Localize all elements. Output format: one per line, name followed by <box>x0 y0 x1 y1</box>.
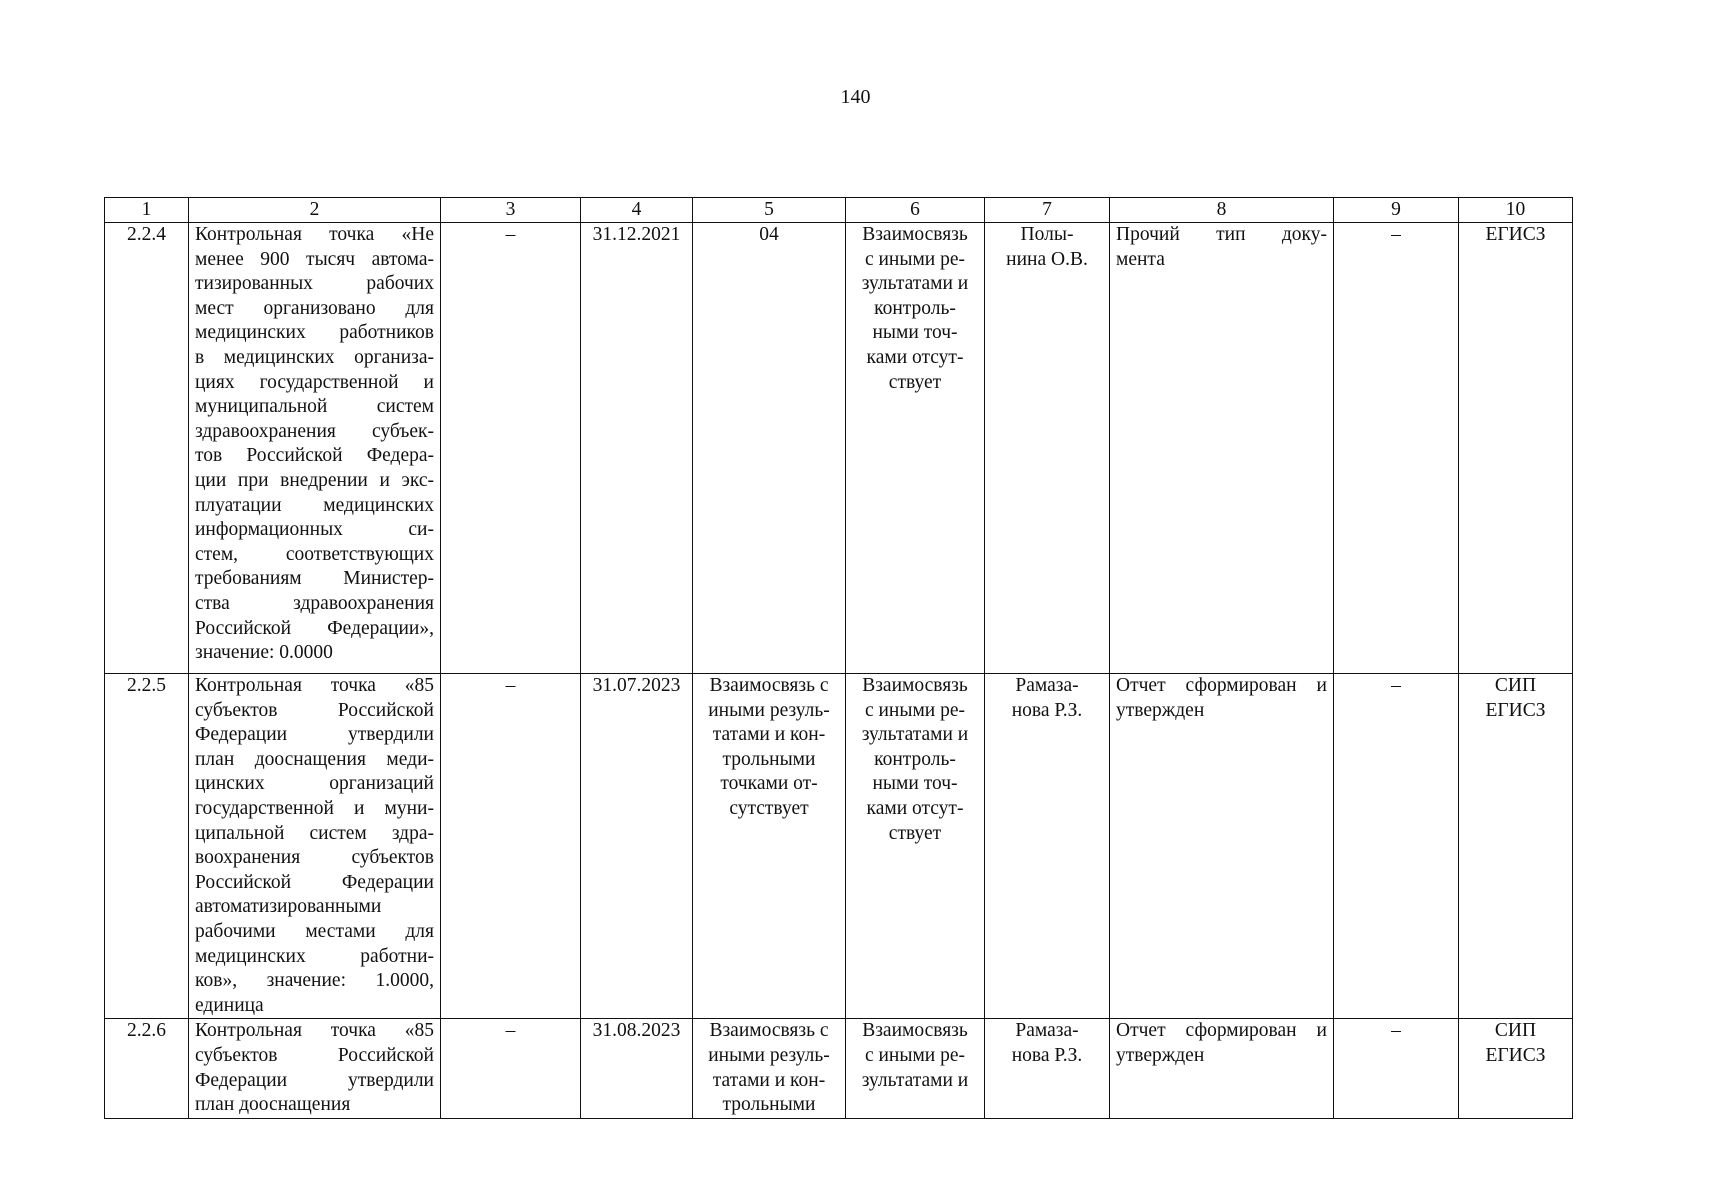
control-point-description-line: требованиям Министер- <box>195 568 434 590</box>
responsible-person <box>985 1019 1110 1118</box>
due-date: 31.12.2021 <box>581 223 693 674</box>
control-point-description-line: воохранения субъектов <box>195 847 434 869</box>
document-type-line: мента <box>1116 248 1165 270</box>
control-point-description-line: здравоохранения субъек- <box>195 420 434 442</box>
control-point-description <box>189 674 441 1019</box>
control-point-description-line: муниципальной систем <box>195 396 434 418</box>
column-3-value: – <box>441 674 581 1019</box>
header-row <box>105 198 1573 223</box>
due-date: 31.08.2023 <box>581 1019 693 1118</box>
information-system-line: ЕГИСЗ <box>1485 224 1546 245</box>
column-5-value-line: Взаимосвязь с <box>709 675 829 696</box>
column-5-value-line: иными резуль- <box>708 699 830 721</box>
due-date: 31.07.2023 <box>581 674 693 1019</box>
control-point-description-line: план дооснащения <box>195 1094 351 1116</box>
row-number: 2.2.5 <box>105 674 189 1019</box>
header-cell: 2 <box>189 198 441 223</box>
page-number: 140 <box>840 86 871 108</box>
control-point-description-line: стем, соответствующих <box>195 543 434 565</box>
column-5-value-line: трольными <box>722 1094 816 1116</box>
control-point-description-line: циях государственной и <box>195 371 434 393</box>
control-point-description-line: Контрольная точка «85 <box>195 675 434 696</box>
column-6-relations-line: Взаимосвязь <box>862 675 968 696</box>
column-5-value-line: татами и кон- <box>712 724 826 746</box>
column-6-relations-line: контроль- <box>874 297 956 319</box>
information-system <box>1459 674 1573 1019</box>
control-point-description-line: значение: 0.0000 <box>195 642 333 664</box>
control-point-description-line: Федерации утвердили <box>195 1069 434 1091</box>
control-point-description-line: автоматизированными <box>195 896 382 918</box>
control-point-description-line: Контрольная точка «Не <box>195 224 434 245</box>
document-type <box>1110 1019 1334 1118</box>
column-6-relations-line: ками отсут- <box>866 346 964 368</box>
document-type-line: Отчет сформирован и <box>1116 675 1327 696</box>
document-type-line: Прочий тип доку- <box>1116 224 1327 245</box>
control-point-description-line: менее 900 тысяч автома- <box>195 248 434 270</box>
column-5-value <box>693 223 846 674</box>
information-system-line: СИП <box>1494 675 1537 696</box>
control-point-description-line: рабочими местами для <box>195 920 434 942</box>
information-system <box>1459 1019 1573 1118</box>
document-type-line: утвержден <box>1116 699 1205 721</box>
column-6-relations-line: зультатами и <box>861 273 969 295</box>
control-point-description-line: мест организовано для <box>195 297 434 319</box>
column-5-value-line: иными резуль- <box>708 1044 830 1066</box>
control-point-description-line: Российской Федерации <box>195 871 434 893</box>
column-6-relations <box>846 1019 985 1118</box>
responsible-person-line: Полы- <box>1020 224 1074 245</box>
header-cell: 7 <box>985 198 1110 223</box>
control-point-description-line: план дооснащения меди- <box>195 748 434 770</box>
row-number: 2.2.4 <box>105 223 189 674</box>
column-5-value-line: точками от- <box>720 773 818 795</box>
column-3-value: – <box>441 223 581 674</box>
control-point-description-line: плуатации медицинских <box>195 494 434 516</box>
column-5-value <box>693 674 846 1019</box>
header-cell: 6 <box>846 198 985 223</box>
table-row <box>105 1019 1573 1118</box>
control-point-description-line: ципальной систем здра- <box>195 822 434 844</box>
column-5-value <box>693 1019 846 1118</box>
control-point-description-line: Федерации утвердили <box>195 724 434 746</box>
information-system-line: СИП <box>1494 1020 1537 1042</box>
column-6-relations-line: ками отсут- <box>866 797 964 819</box>
column-9-value: – <box>1334 674 1459 1019</box>
responsible-person-line: Рамаза- <box>1015 675 1079 696</box>
column-6-relations <box>846 674 985 1019</box>
column-5-value-line: трольными <box>722 748 816 770</box>
column-6-relations-line: контроль- <box>874 748 956 770</box>
control-point-description-line: ства здравоохранения <box>195 592 434 614</box>
column-9-value: – <box>1334 223 1459 674</box>
control-point-description-line: тов Российской Федера- <box>195 445 434 467</box>
row-number: 2.2.6 <box>105 1019 189 1118</box>
control-point-description <box>189 223 441 674</box>
column-6-relations-line: зультатами и <box>861 1069 969 1091</box>
table-row <box>105 223 1573 674</box>
column-6-relations-line: ными точ- <box>872 773 958 795</box>
column-6-relations-line: с иными ре- <box>864 699 966 721</box>
control-point-description-line: единица <box>195 994 264 1016</box>
control-point-description-line: медицинских работников <box>195 322 434 344</box>
column-6-relations-line: с иными ре- <box>864 248 966 270</box>
document-type <box>1110 674 1334 1019</box>
column-6-relations-line: зультатами и <box>861 724 969 746</box>
control-point-description-line: субъектов Российской <box>195 1044 434 1066</box>
control-point-description-line: в медицинских организа- <box>195 346 434 368</box>
table-row <box>105 674 1573 1019</box>
document-type-line: Отчет сформирован и <box>1116 1020 1327 1042</box>
column-6-relations-line: ствует <box>888 371 942 393</box>
responsible-person-line: Рамаза- <box>1015 1020 1079 1042</box>
control-point-description <box>189 1019 441 1118</box>
column-6-relations-line: Взаимосвязь <box>862 224 968 245</box>
header-cell: 10 <box>1459 198 1573 223</box>
header-cell: 8 <box>1110 198 1334 223</box>
control-point-description-line: субъектов Российской <box>195 699 434 721</box>
control-point-description-line: информационных си- <box>195 519 434 541</box>
control-point-description-line: Российской Федерации», <box>195 617 434 639</box>
control-point-description-line: ции при внедрении и экс- <box>195 469 434 491</box>
column-6-relations-line: ными точ- <box>872 322 958 344</box>
header-cell: 3 <box>441 198 581 223</box>
information-system <box>1459 223 1573 674</box>
control-points-table <box>104 197 1573 1119</box>
column-9-value: – <box>1334 1019 1459 1118</box>
column-3-value: – <box>441 1019 581 1118</box>
responsible-person-line: нова Р.З. <box>1011 1044 1083 1066</box>
column-5-value-line: татами и кон- <box>712 1069 826 1091</box>
document-type <box>1110 223 1334 674</box>
control-point-description-line: ков», значение: 1.0000, <box>195 970 434 992</box>
column-6-relations-line: с иными ре- <box>864 1044 966 1066</box>
header-cell: 1 <box>105 198 189 223</box>
control-point-description-line: цинских организаций <box>195 773 434 795</box>
information-system-line: ЕГИСЗ <box>1485 1044 1546 1066</box>
control-point-description-line: тизированных рабочих <box>195 273 434 295</box>
responsible-person-line: нина О.В. <box>1006 248 1088 270</box>
responsible-person <box>985 223 1110 674</box>
document-type-line: утвержден <box>1116 1044 1205 1066</box>
responsible-person-line: нова Р.З. <box>1011 699 1083 721</box>
column-5-value-line: сутствует <box>729 797 809 819</box>
header-cell: 9 <box>1334 198 1459 223</box>
header-cell: 4 <box>581 198 693 223</box>
column-6-relations-line: ствует <box>888 822 942 844</box>
column-5-value-line: Взаимосвязь с <box>709 1020 829 1042</box>
column-6-relations-line: Взаимосвязь <box>862 1020 968 1042</box>
information-system-line: ЕГИСЗ <box>1485 699 1546 721</box>
column-5-value-line: 04 <box>759 224 779 245</box>
control-point-description-line: медицинских работни- <box>195 945 434 967</box>
control-point-description-line: государственной и муни- <box>195 797 434 819</box>
responsible-person <box>985 674 1110 1019</box>
header-cell: 5 <box>693 198 846 223</box>
control-point-description-line: Контрольная точка «85 <box>195 1020 434 1042</box>
column-6-relations <box>846 223 985 674</box>
